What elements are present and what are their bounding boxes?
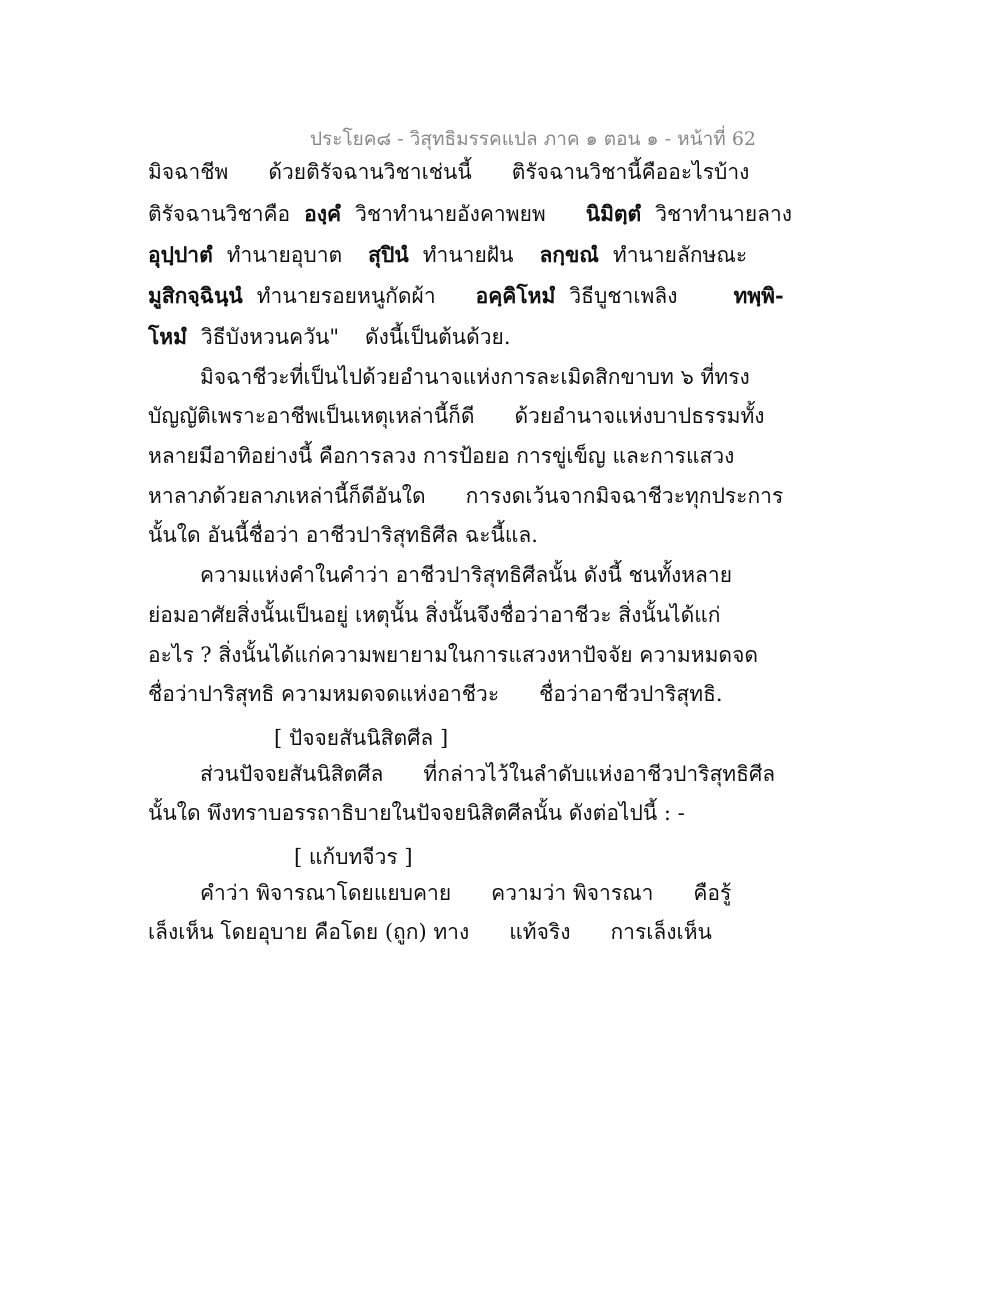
text-line: มิจฉาชีวะที่เป็นไปด้วยอำนาจแห่งการละเมิดสิกขาบท ๖ ที่ทรง: [200, 365, 750, 389]
text-segment: ชื่อว่าปาริสุทธิ ความหมดจดแห่งอาชีวะ: [148, 682, 500, 706]
running-header: ประโยค๘ - วิสุทธิมรรคแปล ภาค ๑ ตอน ๑ - หน้าที่ 62: [310, 128, 756, 150]
text-line: นั้นใด อันนี้ชื่อว่า อาชีวปาริสุทธิศีล ฉะนี้แล.: [148, 523, 538, 547]
text-line: [148, 404, 765, 429]
text-segment: ดังนี้เป็นต้นด้วย.: [365, 325, 511, 349]
text-line: [148, 324, 511, 350]
text-segment: วิชาทำนายลาง: [655, 202, 793, 226]
text-segment: วิธีบังหวนควัน": [200, 325, 340, 349]
pali-term: อุปฺปาตํ: [148, 242, 213, 267]
text-segment: คือรู้: [693, 881, 732, 905]
text-segment: ความว่า พิจารณา: [491, 881, 654, 905]
text-segment: ทำนายฝัน: [422, 243, 514, 267]
text-segment: ทำนายอุบาต: [226, 243, 343, 267]
text-segment: ด้วยอำนาจแห่งบาปธรรมทั้ง: [514, 404, 765, 428]
pali-term: สุปินํ: [368, 242, 409, 267]
pali-term: นิมิตฺตํ: [585, 201, 642, 226]
text-segment: คำว่า พิจารณาโดยแยบคาย: [200, 881, 452, 905]
text-line: [148, 682, 723, 707]
text-segment: หาลาภด้วยลาภเหล่านี้ก็ดีอันใด: [148, 484, 426, 508]
text-segment: ส่วนปัจจยสันนิสิตศีล: [200, 762, 384, 786]
text-line: ย่อมอาศัยสิ่งนั้นเป็นอยู่ เหตุนั้น สิ่งนั้นจึงชื่อว่าอาชีวะ สิ่งนั้นได้แก่: [148, 603, 721, 627]
text-segment: แท้จริง: [509, 920, 571, 944]
text-segment: เล็งเห็น โดยอุบาย คือโดย (ถูก) ทาง: [148, 920, 470, 944]
pali-term: ทพฺพิ-: [733, 283, 784, 308]
section-heading: [ แก้บทจีวร ]: [294, 845, 413, 869]
text-line: [148, 920, 712, 945]
text-line: ความแห่งคำในคำว่า อาชีวปาริสุทธิศีลนั้น ดังนี้ ชนทั้งหลาย: [200, 563, 733, 587]
pali-term: มูสิกจฺฉินฺนํ: [148, 283, 243, 308]
text-line: [148, 201, 792, 227]
pali-term: ลกฺขณํ: [539, 242, 599, 267]
text-segment: วิชาทำนายอังคาพยพ: [355, 202, 546, 226]
text-line: [200, 762, 775, 787]
text-line: [148, 484, 783, 509]
section-heading: [ ปัจจยสันนิสิตศีล ]: [274, 726, 449, 750]
text-segment: การเล็งเห็น: [610, 920, 712, 944]
text-segment: ทำนายรอยหนูกัดผ้า: [256, 284, 436, 308]
text-segment: การงดเว้นจากมิจฉาชีวะทุกประการ: [465, 484, 784, 508]
text-segment: บัญญัติเพราะอาชีพเป็นเหตุเหล่านี้ก็ดี: [148, 404, 475, 428]
text-line: นั้นใด พึงทราบอรรถาธิบายในปัจจยนิสิตศีลนั้น ดังต่อไปนี้ : -: [148, 801, 685, 825]
text-segment: ติรัจฉานวิชาคือ: [148, 202, 291, 226]
text-line: อะไร ? สิ่งนั้นได้แก่ความพยายามในการแสวงหาปัจจัย ความหมดจด: [148, 643, 759, 667]
text-line: [148, 242, 747, 268]
pali-term: อคฺคิโหมํ: [475, 283, 556, 308]
pali-term: โหมํ: [148, 324, 187, 349]
text-segment: ทำนายลักษณะ: [612, 243, 748, 267]
text-segment: ด้วยติรัจฉานวิชาเช่นนี้: [268, 160, 472, 184]
text-segment: วิธีบูชาเพลิง: [569, 284, 678, 308]
text-line: [148, 283, 784, 309]
text-line: หลายมีอาทิอย่างนี้ คือการลวง การป้อยอ การขู่เข็ญ และการแสวง: [148, 444, 735, 468]
text-segment: ที่กล่าวไว้ในลำดับแห่งอาชีวปาริสุทธิศีล: [423, 762, 776, 786]
text-segment: ชื่อว่าอาชีวปาริสุทธิ.: [539, 682, 723, 706]
pali-term: องฺคํ: [304, 201, 342, 226]
text-segment: มิจฉาชีพ: [148, 160, 229, 184]
text-line: [148, 160, 749, 185]
text-segment: ติรัจฉานวิชานี้คืออะไรบ้าง: [511, 160, 750, 184]
text-line: [200, 881, 731, 906]
